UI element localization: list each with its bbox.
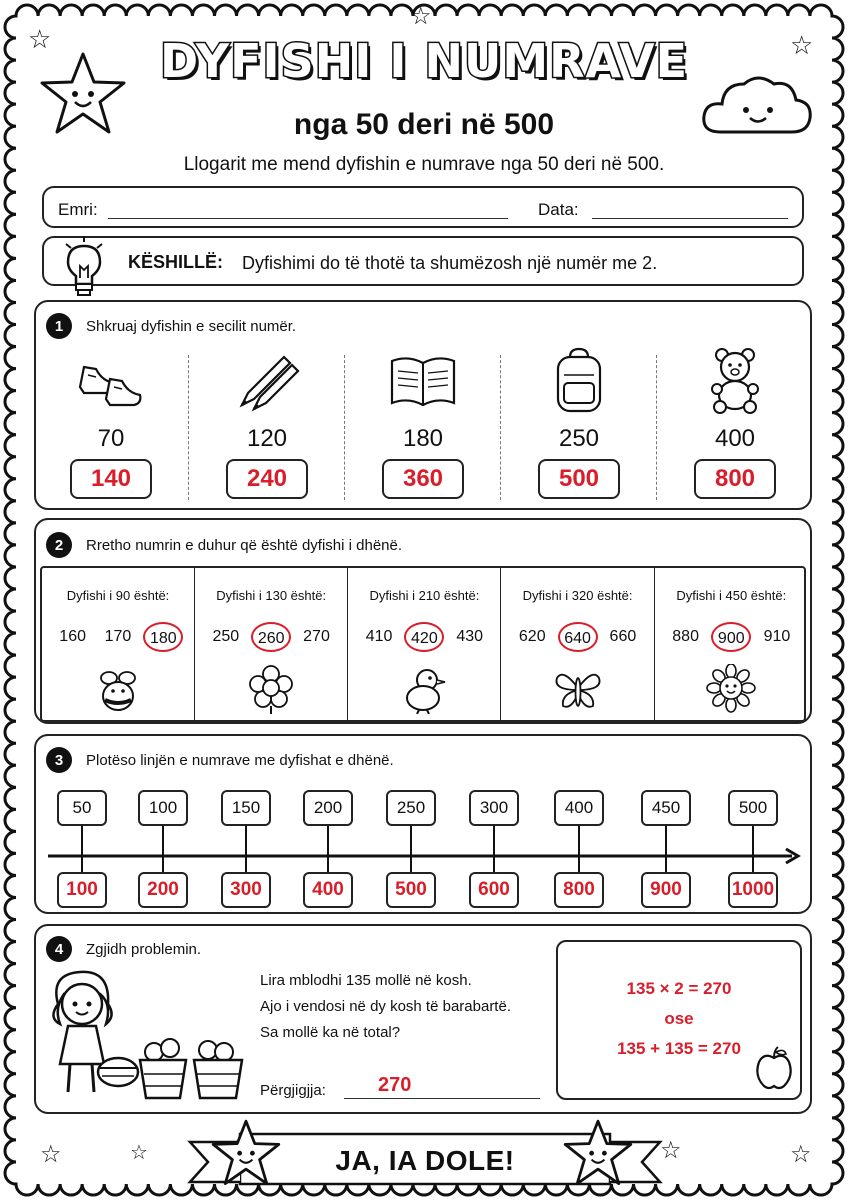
- circle-choice-cell: [42, 568, 195, 722]
- shoes-icon: [76, 345, 146, 415]
- double-item: [192, 345, 342, 505]
- answer-box[interactable]: 800: [694, 459, 776, 499]
- circle-choice-cell: [195, 568, 348, 722]
- circle-choice-cell: [655, 568, 808, 722]
- number-line-given: 150: [221, 790, 271, 826]
- circle-choice-cell: [348, 568, 501, 722]
- chick-icon: [399, 664, 449, 714]
- small-star-icon: ☆: [790, 1141, 812, 1168]
- backpack-icon: [544, 345, 614, 415]
- answer-label: Përgjigjja:: [260, 1082, 326, 1099]
- small-star-icon: ☆: [410, 3, 432, 30]
- page-subtitle: nga 50 deri në 500: [293, 108, 555, 141]
- answer-value: 270: [378, 1074, 412, 1096]
- page-instruction: Llogarit me mend dyfishin e numrave nga 50 deri në 500.: [183, 154, 665, 175]
- choice-option[interactable]: 160: [59, 628, 86, 645]
- double-item: [36, 345, 186, 505]
- number-line-given: 50: [57, 790, 107, 826]
- given-number: 180: [402, 425, 444, 452]
- double-item: [660, 345, 810, 505]
- footer-banner-text: JA, IA DOLE!: [335, 1145, 515, 1176]
- small-star-icon: ☆: [790, 30, 814, 60]
- lightbulb-icon: [62, 234, 106, 300]
- choice-option[interactable]: 910: [763, 628, 791, 645]
- choice-option[interactable]: 620: [518, 628, 546, 645]
- girl-with-basket-icon: [40, 964, 140, 1104]
- choice-option[interactable]: 270: [303, 628, 330, 645]
- flower-icon: [246, 664, 296, 714]
- number-line-given: 300: [469, 790, 519, 826]
- small-star-icon: ☆: [28, 24, 52, 54]
- double-item: [348, 345, 498, 505]
- small-star-icon: ☆: [660, 1137, 682, 1164]
- name-field[interactable]: [108, 218, 508, 219]
- tip-text: Dyfishimi do të thotë ta shumëzosh një numër me 2.: [242, 253, 658, 273]
- choice-option[interactable]: 880: [672, 628, 699, 645]
- choice-question: Dyfishi i 130 është:: [216, 588, 327, 603]
- choice-option[interactable]: 180: [143, 622, 183, 652]
- number-line-answer[interactable]: 900: [641, 872, 691, 908]
- name-date-box: [42, 186, 804, 228]
- tip-label: KËSHILLË:: [128, 252, 224, 272]
- star-mascot-icon: [210, 1118, 282, 1190]
- sunflower-icon: [706, 664, 756, 714]
- date-field[interactable]: [592, 218, 788, 219]
- solution-line-1: 135 × 2 = 270: [626, 979, 732, 998]
- choice-question: Dyfishi i 320 është:: [522, 588, 633, 603]
- choice-question: Dyfishi i 90 është:: [66, 588, 170, 603]
- solution-line-3: 135 + 135 = 270: [617, 1039, 741, 1058]
- number-line-answer[interactable]: 500: [386, 872, 436, 908]
- small-star-icon: ☆: [130, 1142, 148, 1164]
- answer-box[interactable]: 140: [70, 459, 152, 499]
- choice-question: Dyfishi i 450 është:: [676, 588, 787, 603]
- answer-box[interactable]: 240: [226, 459, 308, 499]
- number-line-given: 400: [554, 790, 604, 826]
- double-item: [504, 345, 654, 505]
- small-star-icon: ☆: [40, 1141, 62, 1168]
- choice-question: Dyfishi i 210 është:: [369, 588, 480, 603]
- choice-option[interactable]: 420: [404, 622, 444, 652]
- section-3-title: Plotëso linjën e numrave me dyfishat e dhënë.: [86, 752, 394, 769]
- section-1-badge: 1: [46, 313, 72, 339]
- section-1-title: Shkruaj dyfishin e secilit numër.: [86, 318, 297, 335]
- number-line-given: 200: [303, 790, 353, 826]
- star-mascot-icon: [562, 1118, 634, 1190]
- problem-line-2: Ajo i vendosi në dy kosh të barabartë.: [260, 998, 511, 1015]
- number-line-answer[interactable]: 1000: [728, 872, 778, 908]
- given-number: 250: [558, 425, 600, 452]
- bee-icon: [93, 664, 143, 714]
- solution-line-2: ose: [664, 1009, 694, 1028]
- number-line-given: 100: [138, 790, 188, 826]
- date-label: Data:: [538, 200, 579, 219]
- section-4-badge: 4: [46, 936, 72, 962]
- choice-option[interactable]: 640: [558, 622, 598, 652]
- number-line-given: 500: [728, 790, 778, 826]
- apple-icon: [754, 1046, 794, 1090]
- book-icon: [388, 345, 458, 415]
- pencils-icon: [232, 345, 302, 415]
- choice-option[interactable]: 660: [609, 628, 637, 645]
- number-line-answer[interactable]: 600: [469, 872, 519, 908]
- apple-baskets-icon: [136, 1030, 246, 1102]
- given-number: 120: [246, 425, 288, 452]
- choice-option[interactable]: 900: [711, 622, 751, 652]
- circle-choice-cell: [502, 568, 655, 722]
- butterfly-icon: [553, 664, 603, 714]
- answer-field[interactable]: [344, 1098, 540, 1099]
- answer-box[interactable]: 360: [382, 459, 464, 499]
- answer-box[interactable]: 500: [538, 459, 620, 499]
- choice-option[interactable]: 260: [251, 622, 291, 652]
- number-line-answer[interactable]: 400: [303, 872, 353, 908]
- choice-option[interactable]: 170: [104, 628, 132, 645]
- teddy-bear-icon: [700, 345, 770, 415]
- problem-line-1: Lira mblodhi 135 mollë në kosh.: [260, 972, 472, 989]
- number-line-answer[interactable]: 800: [554, 872, 604, 908]
- section-2-badge: 2: [46, 532, 72, 558]
- number-line-answer[interactable]: 200: [138, 872, 188, 908]
- choice-option[interactable]: 430: [456, 628, 484, 645]
- choice-option[interactable]: 410: [365, 628, 393, 645]
- section-2-title: Rretho numrin e duhur që është dyfishi i dhënë.: [86, 537, 403, 554]
- section-3-badge: 3: [46, 747, 72, 773]
- page-title: DYFISHI I NUMRAVE: [159, 34, 689, 88]
- number-line-given: 250: [386, 790, 436, 826]
- problem-line-3: Sa mollë ka në total?: [260, 1024, 401, 1041]
- number-line-given: 450: [641, 790, 691, 826]
- number-line-answer[interactable]: 100: [57, 872, 107, 908]
- choice-option[interactable]: 250: [212, 628, 240, 645]
- given-number: 70: [97, 425, 125, 452]
- name-label: Emri:: [58, 200, 98, 219]
- tip-box: [42, 236, 804, 286]
- number-line-answer[interactable]: 300: [221, 872, 271, 908]
- section-4-title: Zgjidh problemin.: [86, 941, 202, 958]
- given-number: 400: [714, 425, 756, 452]
